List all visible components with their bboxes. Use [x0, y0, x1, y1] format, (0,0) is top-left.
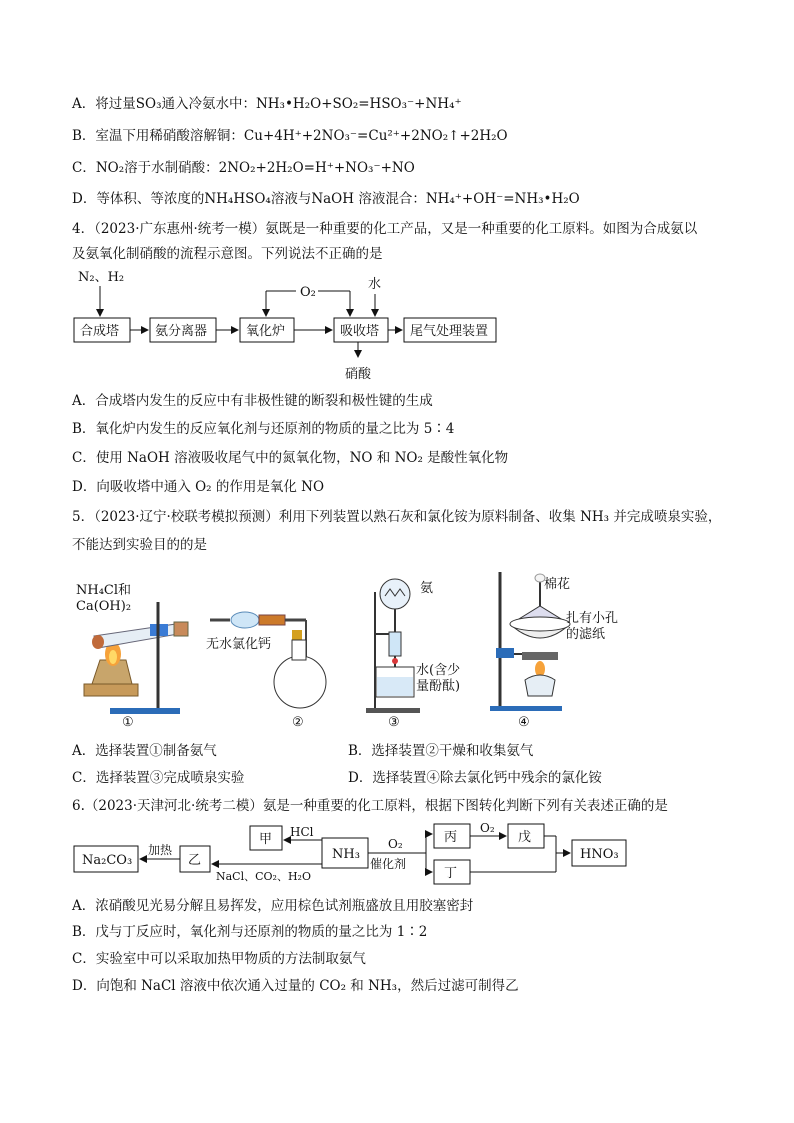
q4-box-tailgas-label: 尾气处理装置	[410, 324, 489, 339]
q6-flow-diagram	[70, 820, 630, 890]
apparatus-2-number: ②	[292, 715, 304, 730]
reagents-label: NaCl、CO₂、H₂O	[216, 870, 311, 883]
q3-option-a: A．将过量SO₃通入冷氨水中：NH₃•H₂O+SO₂=HSO₃⁻+NH₄⁺	[72, 96, 462, 112]
q5-option-c: C．选择装置③完成喷泉实验	[72, 770, 245, 786]
q4-option-d: D．向吸收塔中通入 O₂ 的作用是氧化 NO	[72, 479, 325, 495]
q4-option-c: C．使用 NaOH 溶液吸收尾气中的氮氧化物，NO 和 NO₂ 是酸性氧化物	[72, 450, 509, 466]
q3-option-c: C．NO₂溶于水制硝酸：2NO₂+2H₂O=H⁺+NO₃⁻+NO	[72, 160, 415, 176]
label-ammonia: 氨	[420, 581, 434, 596]
box-ding-label: 丁	[444, 866, 458, 881]
q4-option-a: A．合成塔内发生的反应中有非极性键的断裂和极性键的生成	[72, 393, 433, 409]
q5-apparatus-figure	[70, 562, 619, 730]
q3-option-b: B．室温下用稀硝酸溶解铜：Cu+4H⁺+2NO₃⁻=Cu²⁺+2NO₂↑+2H₂O	[72, 128, 508, 144]
apparatus-4-number: ④	[518, 715, 530, 730]
label-cotton: 棉花	[544, 577, 571, 592]
q4-flow-diagram	[60, 262, 520, 387]
heat-label: 加热	[148, 843, 173, 857]
box-jia-label: 甲	[259, 832, 273, 847]
q4-option-b: B．氧化炉内发生的反应氧化剂与还原剂的物质的量之比为 5∶4	[72, 421, 455, 437]
label-nh4cl: NH₄Cl和	[76, 583, 132, 598]
label-water-2: 量酚酞)	[416, 679, 461, 694]
q6-option-b: B．戊与丁反应时，氧化剂与还原剂的物质的量之比为 1∶2	[72, 924, 428, 940]
box-bing-label: 丙	[444, 830, 458, 845]
box-yi-label: 乙	[188, 853, 202, 868]
q6-option-c: C．实验室中可以采取加热甲物质的方法制取氨气	[72, 951, 366, 967]
apparatus-2	[206, 612, 326, 708]
q4-oxygen-label: O₂	[300, 285, 316, 300]
label-caoh2: Ca(OH)₂	[76, 599, 132, 614]
label-filter-2: 的滤纸	[566, 627, 606, 642]
q4-box-absorber-label: 吸收塔	[340, 324, 380, 339]
box-nh3-label: NH₃	[332, 847, 360, 862]
q3-option-d: D．等体积、等浓度的NH₄HSO₄溶液与NaOH 溶液混合：NH₄⁺+OH⁻=NH₃•H₂O	[72, 191, 580, 207]
box-wu-label: 戊	[518, 830, 532, 845]
label-cacl2: 无水氯化钙	[206, 637, 272, 652]
apparatus-3	[366, 579, 460, 713]
o2-a-label: O₂	[388, 837, 403, 851]
q5-option-a: A．选择装置①制备氨气	[72, 743, 217, 759]
q6-stem: 6.（2023·天津河北·统考二模）氨是一种重要的化工原料，根据下图转化判断下列有关表述正确的是	[72, 798, 668, 814]
hcl-label: HCl	[290, 825, 314, 839]
q4-input-gases: N₂、H₂	[78, 270, 125, 285]
apparatus-1	[76, 583, 188, 714]
q5-stem-line1: 5．（2023·辽宁·校联考模拟预测）利用下列装置以熟石灰和氯化铵为原料制备、收集 NH₃ 并完成喷泉实验，	[72, 509, 722, 525]
apparatus-4	[490, 572, 618, 711]
q4-water-label: 水	[368, 277, 382, 292]
q4-stem-line1: 4．（2023·广东惠州·统考一模）氨既是一种重要的化工产品，又是一种重要的化工原料。如图为合成氨以	[72, 221, 698, 237]
q5-option-d: D．选择装置④除去氯化钙中残余的氯化铵	[348, 770, 602, 786]
q4-box-separator-label: 氨分离器	[155, 324, 208, 339]
label-water-1: 水(含少	[416, 663, 461, 678]
q6-option-d: D．向饱和 NaCl 溶液中依次通入过量的 CO₂ 和 NH₃，然后过滤可制得乙	[72, 978, 519, 994]
q4-box-synthesis-label: 合成塔	[80, 324, 120, 339]
catalyst-label: 催化剂	[370, 857, 407, 871]
q4-box-oxidizer-label: 氧化炉	[246, 324, 286, 339]
q6-option-a: A．浓硝酸见光易分解且易挥发，应用棕色试剂瓶盛放且用胶塞密封	[72, 898, 474, 914]
apparatus-3-number: ③	[388, 715, 400, 730]
q5-option-b: B．选择装置②干燥和收集氨气	[348, 743, 534, 759]
q4-stem-line2: 及氨氧化制硝酸的流程示意图。下列说法不正确的是	[72, 246, 383, 262]
box-na2co3-label: Na₂CO₃	[82, 853, 133, 868]
q4-output-label: 硝酸	[345, 367, 372, 382]
q5-stem-line2: 不能达到实验目的的是	[72, 537, 207, 553]
label-filter-1: 扎有小孔	[566, 611, 619, 626]
box-hno3-label: HNO₃	[580, 847, 619, 862]
apparatus-1-number: ①	[122, 715, 134, 730]
o2-b-label: O₂	[480, 821, 495, 835]
